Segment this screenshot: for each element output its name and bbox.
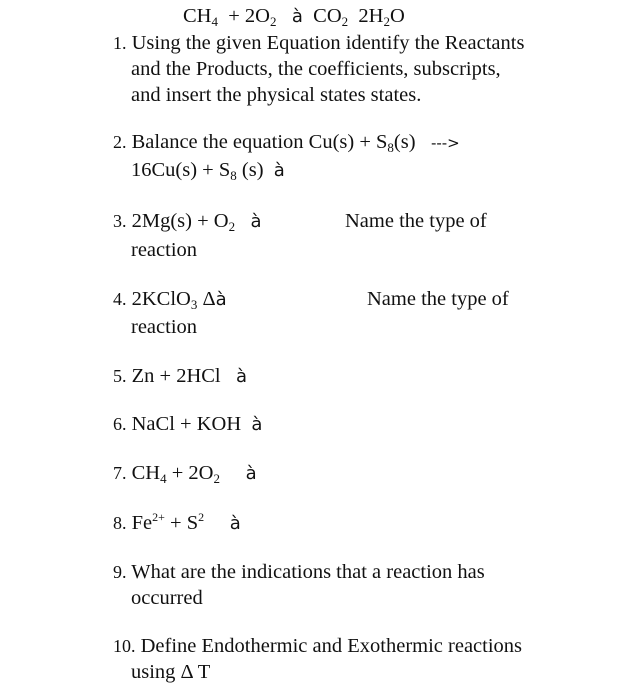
question-1-line-2 xyxy=(131,57,501,81)
eq-text: + S xyxy=(164,512,199,534)
question-text: and insert the physical states states. xyxy=(131,84,422,106)
question-text: (s) xyxy=(393,131,416,153)
question-number: 5. xyxy=(113,366,127,386)
question-text: occurred xyxy=(131,587,203,609)
eq-text: 2KClO xyxy=(131,288,191,310)
question-1-line-1 xyxy=(113,31,524,55)
question-10-line-1 xyxy=(113,634,522,658)
question-7 xyxy=(113,461,257,486)
subscript: 2 xyxy=(228,219,236,234)
subscript: 4 xyxy=(160,471,167,486)
eq-text: NaCl + KOH xyxy=(131,413,242,435)
question-9-line-1 xyxy=(113,560,485,584)
question-2-line-2 xyxy=(131,158,285,183)
arrow-glyph: à xyxy=(291,6,303,27)
superscript: 2+ xyxy=(152,510,165,524)
question-text: Balance the equation Cu(s) + S xyxy=(131,131,388,153)
question-number: 9. xyxy=(113,562,127,582)
question-number: 3. xyxy=(113,211,127,231)
subscript: 2 xyxy=(269,14,277,29)
arrow-glyph: à xyxy=(273,160,285,181)
subscript: 4 xyxy=(211,14,218,29)
eq-text: 2O xyxy=(244,5,270,27)
arrow-glyph: à xyxy=(251,414,263,435)
eq-text: CH xyxy=(183,5,212,27)
subscript: 3 xyxy=(190,297,198,312)
eq-text: Fe xyxy=(131,512,153,534)
question-5 xyxy=(113,364,247,389)
question-text: Name the type of xyxy=(345,210,487,232)
question-text: Using the given Equation identify the Reactants xyxy=(131,32,525,54)
question-text: Name the type of xyxy=(367,288,509,310)
eq-text: CO xyxy=(313,5,342,27)
question-4-line-2 xyxy=(131,315,197,339)
eq-text: CH xyxy=(131,462,161,484)
eq-text: Zn + 2HCl xyxy=(131,365,221,387)
question-text: reaction xyxy=(131,239,198,261)
question-6 xyxy=(113,412,262,437)
subscript: 2 xyxy=(341,14,349,29)
question-number: 4. xyxy=(113,289,127,309)
question-3-line-1 xyxy=(113,209,262,234)
question-1-line-3 xyxy=(131,83,421,107)
question-text: What are the indications that a reaction has xyxy=(131,561,485,583)
arrow-glyph: à xyxy=(229,513,241,534)
arrow-glyph: à xyxy=(245,463,257,484)
question-text: reaction xyxy=(131,316,198,338)
header-equation xyxy=(183,4,405,29)
eq-text: O xyxy=(389,5,405,27)
question-4-prompt xyxy=(367,287,509,311)
arrow-glyph: ---> xyxy=(430,134,460,152)
arrow-glyph: à xyxy=(215,289,227,310)
question-text: (s) xyxy=(236,159,264,181)
question-text: Define Endothermic and Exothermic reactions xyxy=(140,635,523,657)
arrow-glyph: à xyxy=(250,211,262,232)
question-text: using Δ T xyxy=(131,661,211,683)
question-3-prompt xyxy=(345,209,487,233)
subscript: 8 xyxy=(230,168,237,183)
superscript: 2 xyxy=(198,510,205,524)
question-number: 7. xyxy=(113,463,127,483)
question-number: 10. xyxy=(113,636,136,656)
subscript: 2 xyxy=(383,14,390,29)
question-number: 1. xyxy=(113,33,127,53)
question-9-line-2 xyxy=(131,586,203,610)
question-text: 16Cu(s) + S xyxy=(131,159,231,181)
question-2-line-1 xyxy=(113,130,460,155)
question-4-line-1 xyxy=(113,287,227,312)
question-10-line-2 xyxy=(131,660,210,684)
arrow-glyph: à xyxy=(236,366,248,387)
question-8 xyxy=(113,511,241,536)
question-text: and the Products, the coefficients, subscripts, xyxy=(131,58,501,80)
eq-text: + 2O xyxy=(166,462,214,484)
subscript: 2 xyxy=(213,471,220,486)
eq-text: 2H xyxy=(358,5,384,27)
question-number: 6. xyxy=(113,414,127,434)
eq-text: 2Mg(s) + O xyxy=(131,210,229,232)
question-3-line-2 xyxy=(131,238,197,262)
eq-text: + xyxy=(228,5,240,27)
eq-text: Δ xyxy=(197,288,216,310)
subscript: 8 xyxy=(387,140,394,155)
question-number: 2. xyxy=(113,132,127,152)
question-number: 8. xyxy=(113,513,127,533)
